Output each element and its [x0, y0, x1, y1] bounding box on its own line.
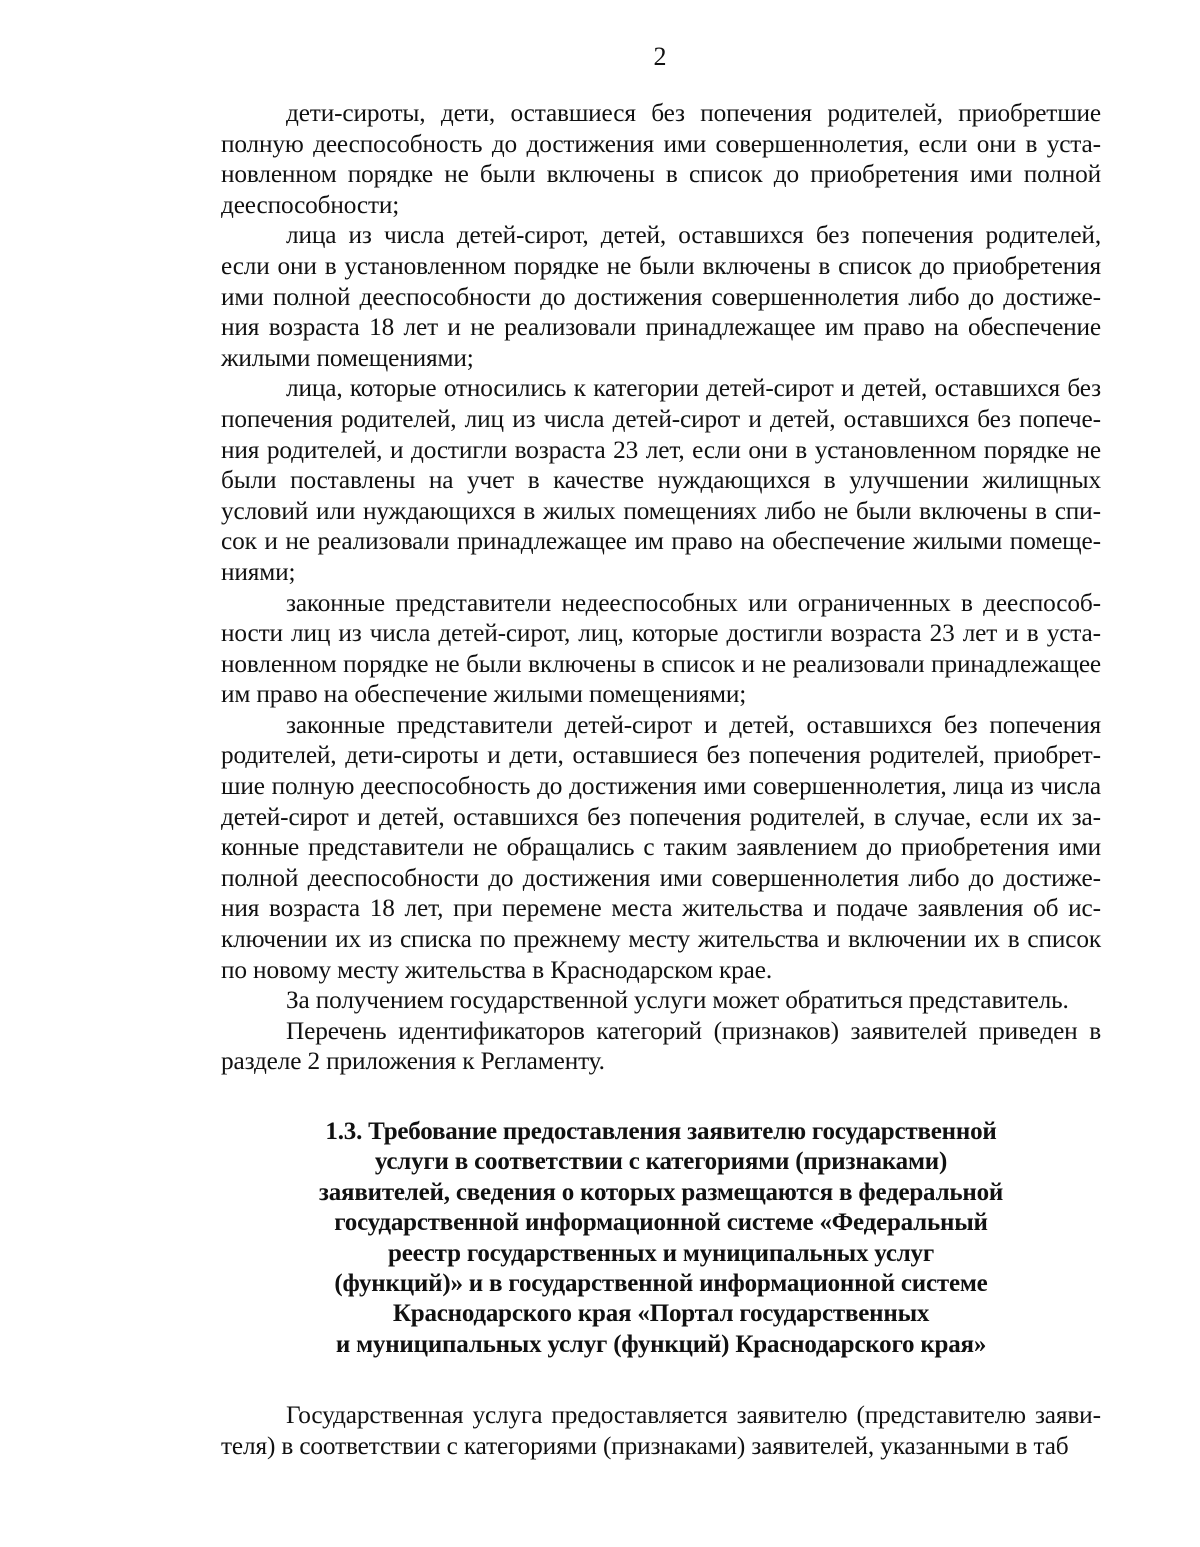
- heading-line: услуги в соответствии с категориями (признаками): [374, 1148, 948, 1176]
- heading-line: заявителей, сведения о которых размещаются в федеральной: [318, 1178, 1004, 1206]
- paragraph-orphans-full-capacity: дети-сироты, дети, оставшиеся без попечения родителей, приобретшие полную дееспособность до достижения ими совершеннолетия, если они в установленном порядке не были включены в список до приобретения ими полной дееспособности;: [221, 99, 1101, 219]
- paragraph-legal-representatives-orphans: законные представители детей-сирот и детей, оставшихся без попечения родителей, дети-сироты и дети, оставшиеся без попечения родителей, приобретшие полную дееспособность до достижения ими совершеннолетия, лица из числа детей-сирот и детей, оставшихся без попечения родителей, в случае, если их законные представители не обращались с таким заявлением до приобретения ими полной дееспособности до достижения ими совершеннолетия либо до достижения возраста 18 лет, при перемене места жительства и подаче заявления об исключении их из списка по прежнему месту жительства и включении их в список по новому месту жительства в Краснодарском крае.: [221, 710, 1101, 984]
- heading-line: (функций)» и в государственной информационной системе: [334, 1270, 988, 1298]
- heading-line: 1.3. Требование предоставления заявителю государственной: [325, 1118, 997, 1145]
- heading-line: реестр государственных и муниципальных услуг: [387, 1239, 934, 1267]
- paragraph-legal-representatives-incapable: законные представители недееспособных или ограниченных в дееспособности лиц из числа детей-сирот, лиц, которые достигли возраста 23 лет и в установленном порядке не были включены в список и не реализовали принадлежащее им право на обеспечение жилыми помещениями;: [221, 588, 1101, 709]
- heading-line: государственной информационной системе «Федеральный: [334, 1209, 988, 1237]
- paragraph-representative: За получением государственной услуги может обратиться представитель.: [286, 986, 1069, 1015]
- paragraph-service-provision: Государственная услуга предоставляется заявителю (представителю заявителя) в соответствии с категориями (признаками) заявителей, указанными в таб: [221, 1401, 1101, 1460]
- paragraph-persons-from-orphans: лица из числа детей-сирот, детей, оставшихся без попечения родителей, если они в установленном порядке не были включены в список до приобретения ими полной дееспособности до достижения совершеннолетия либо до достижения возраста 18 лет и не реализовали принадлежащее им право на обеспечение жилыми помещениями;: [221, 221, 1101, 372]
- section-heading-1-3: [221, 1117, 1101, 1360]
- heading-line: и муниципальных услуг (функций) Краснодарского края»: [335, 1330, 987, 1358]
- document-body: [221, 98, 1101, 1461]
- paragraph-persons-reached-23: лица, которые относились к категории детей-сирот и детей, оставшихся без попечения родителей, лиц из числа детей-сирот и детей, оставшихся без попечения родителей, и достигли возраста 23 лет, если они в установленном порядке не были поставлены на учет в качестве нуждающихся в улучшении жилищных условий или нуждающихся в жилых помещениях либо не были включены в список и не реализовали принадлежащее им право на обеспечение жилыми помещениями;: [221, 374, 1101, 586]
- paragraph-identifiers-list: Перечень идентификаторов категорий (признаков) заявителей приведен в разделе 2 приложения к Регламенту.: [221, 1016, 1101, 1076]
- heading-line: Краснодарского края «Портал государственных: [392, 1300, 930, 1328]
- page-number: 2: [653, 42, 667, 71]
